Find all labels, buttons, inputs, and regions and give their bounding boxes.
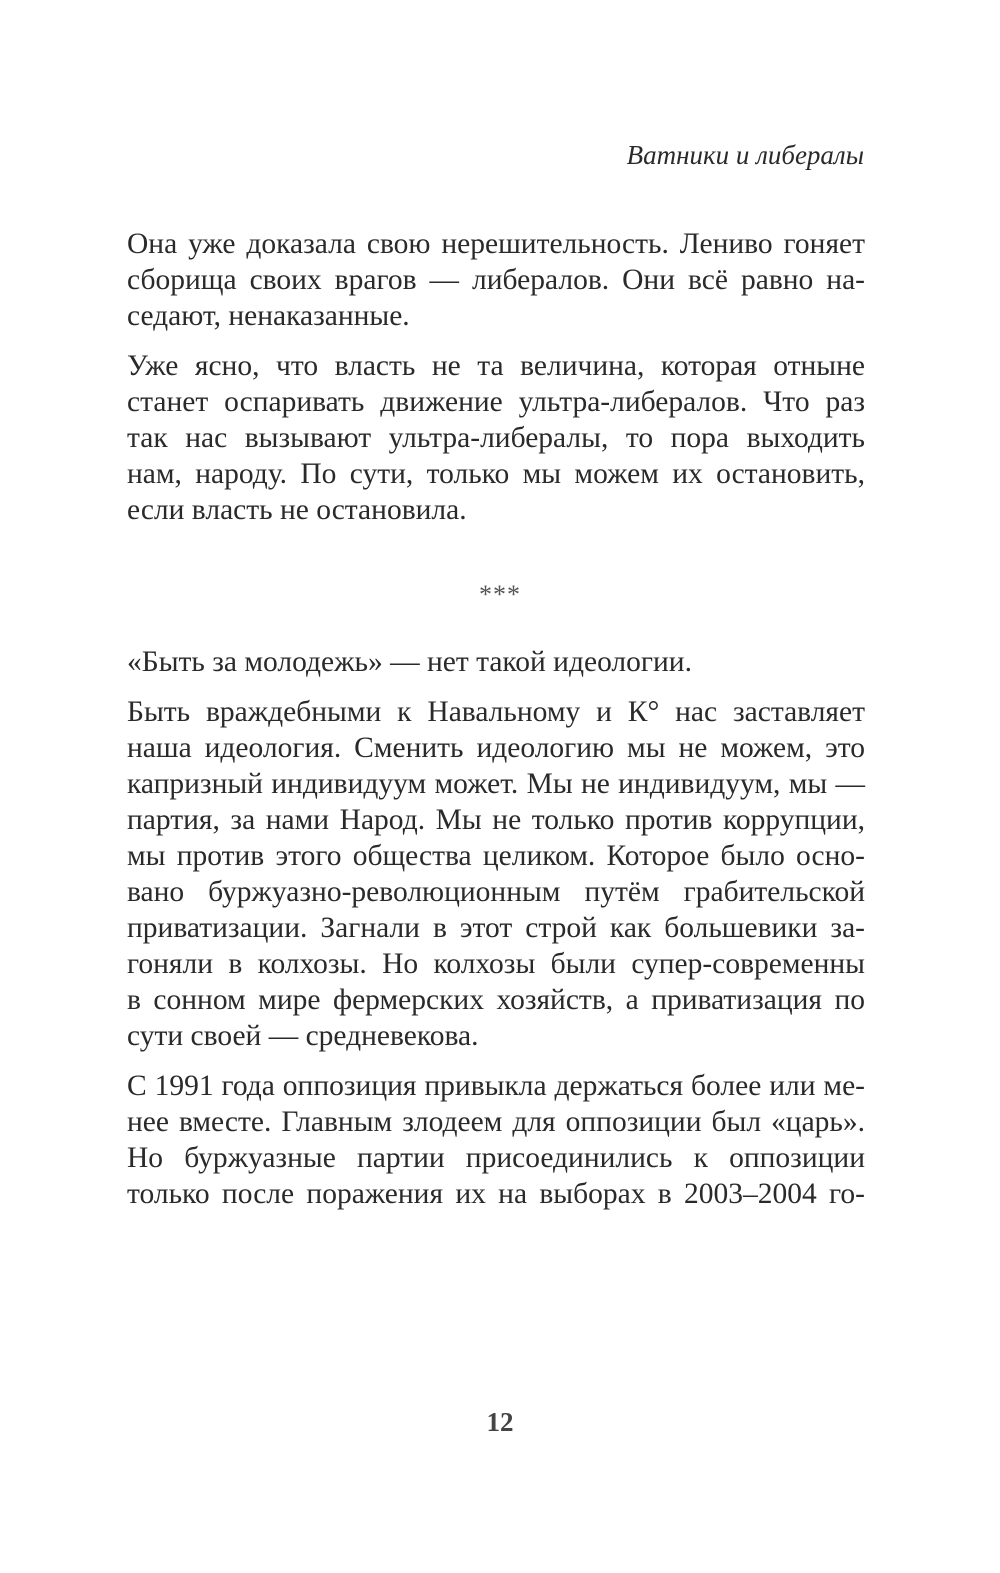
text-line: наша идеология. Сменить идеологию мы не можем, это [127,732,865,764]
running-header: Ватники и либералы [626,140,864,170]
text-line: сборища своих врагов — либералов. Они всё равно на- [127,264,865,296]
paragraph [127,644,865,680]
paragraph [127,226,865,334]
paragraph [127,694,865,1054]
text-line: так нас вызывают ультра-либералы, то пора выходить [127,422,865,454]
text-line: нее вместе. Главным злодеем для оппозиции был «царь». [127,1106,865,1138]
text-line: нам, народу. По сути, только мы можем их остановить, [127,458,865,490]
text-line: станет оспаривать движение ультра-либералов. Что раз [127,386,865,418]
text-line: «Быть за молодежь» — нет такой идеологии. [127,646,692,678]
text-section-2 [127,644,865,1212]
text-line: гоняли в колхозы. Но колхозы были супер-современны [127,948,865,980]
text-line: капризный индивидуум может. Мы не индивидуум, мы — [127,768,865,800]
text-line: вано буржуазно-революционным путём грабительской [127,876,865,908]
text-line: Но буржуазные партии присоединились к оппозиции [127,1142,865,1174]
text-line: в сонном мире фермерских хозяйств, а приватизация по [127,984,865,1016]
text-line: только после поражения их на выборах в 2003–2004 го- [127,1178,865,1210]
text-section-1 [127,226,865,528]
paragraph [127,1068,865,1212]
text-line: Она уже доказала свою нерешительность. Лениво гоняет [127,228,865,260]
text-line: Быть враждебными к Навальному и К° нас заставляет [127,696,865,728]
text-line: С 1991 года оппозиция привыкла держаться более или ме- [127,1070,865,1102]
paragraph [127,348,865,528]
text-line: приватизации. Загнали в этот строй как большевики за- [127,912,865,944]
section-separator: *** [479,580,521,609]
page-number: 12 [486,1407,514,1437]
text-line: мы против этого общества целиком. Которое было осно- [127,840,865,872]
text-line: Уже ясно, что власть не та величина, которая отныне [127,350,865,382]
text-line: партия, за нами Народ. Мы не только против коррупции, [127,804,865,836]
text-line: седают, ненаказанные. [127,300,410,332]
text-line: сути своей — средневекова. [127,1020,479,1052]
text-line: если власть не остановила. [127,494,467,526]
